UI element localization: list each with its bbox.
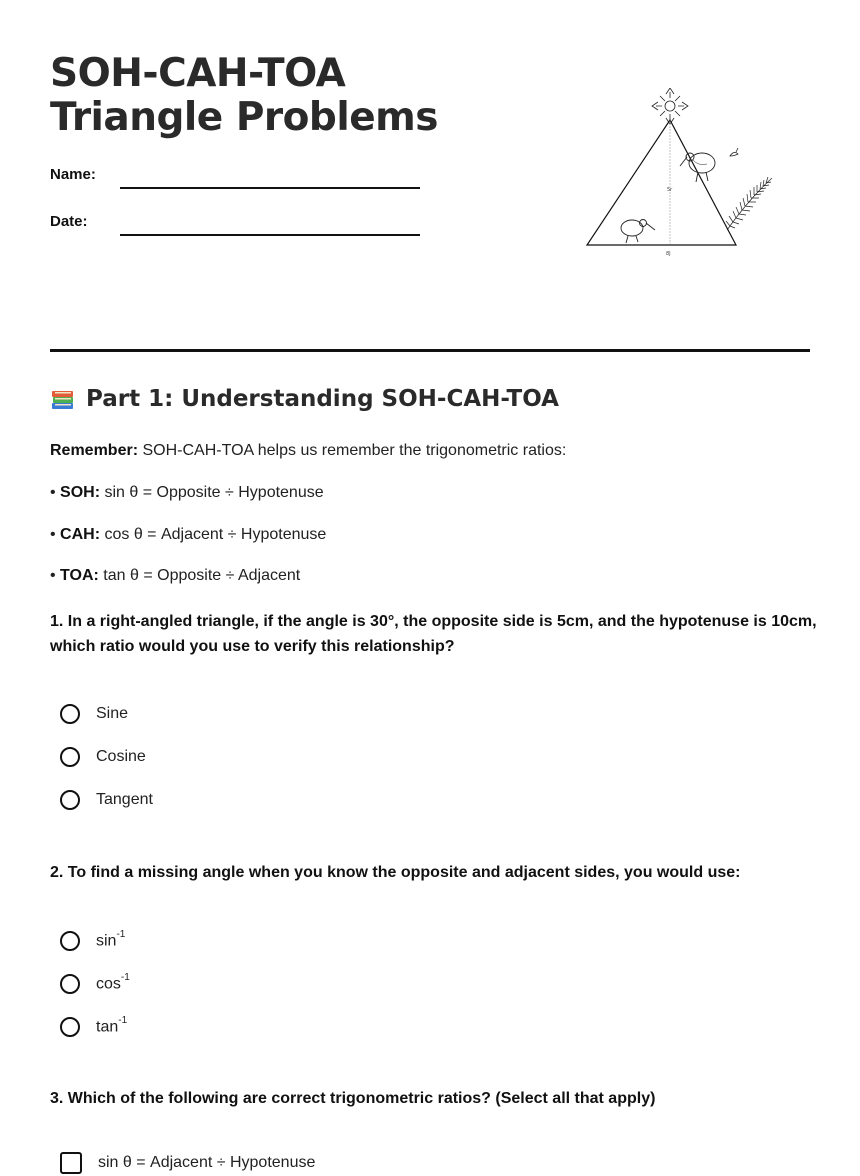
q2-option-arccos[interactable] xyxy=(60,971,130,997)
date-label: Date: xyxy=(50,213,88,230)
section-divider xyxy=(50,349,810,352)
ratio-cah xyxy=(50,526,326,544)
ratio-key: CAH: xyxy=(60,526,101,543)
q2-option-arctan[interactable] xyxy=(60,1014,127,1040)
question-2-text: 2. To find a missing angle when you know the opposite and adjacent sides, you would use: xyxy=(50,864,741,881)
question-1-text: 1. In a right-angled triangle, if the angle is 30°, the opposite side is 5cm, and the hypotenuse is 10cm, which ratio would you use to verify this relationship? xyxy=(50,613,817,655)
q1-option-tangent[interactable] xyxy=(60,787,153,813)
ratio-text: tan θ = Opposite ÷ Adjacent xyxy=(98,567,301,584)
radio-button[interactable] xyxy=(60,790,80,810)
option-label: $\sin^{-1}$ xyxy=(96,929,126,950)
date-field[interactable] xyxy=(120,234,420,236)
page-title: SOH-CAH-TOA Triangle Problems xyxy=(50,51,439,140)
base-label: 8J xyxy=(666,251,671,257)
ratio-key: SOH: xyxy=(60,484,101,501)
question-3-text: 3. Which of the following are correct trigonometric ratios? (Select all that apply) xyxy=(50,1090,656,1107)
books-icon xyxy=(50,386,76,412)
q3-option-1[interactable] xyxy=(60,1150,315,1176)
ratio-text: cos θ = Adjacent ÷ Hypotenuse xyxy=(100,526,327,543)
name-label: Name: xyxy=(50,166,96,183)
ratio-key: TOA: xyxy=(60,567,99,584)
bullet: • xyxy=(50,526,61,543)
part1-title: Part 1: Understanding SOH-CAH-TOA xyxy=(86,386,559,412)
height-label: 5r xyxy=(667,187,673,193)
checkbox[interactable] xyxy=(60,1152,82,1174)
radio-button[interactable] xyxy=(60,931,80,951)
radio-button[interactable] xyxy=(60,704,80,724)
kiwi-bird-small-icon xyxy=(621,220,655,244)
option-label: sin θ = Adjacent ÷ Hypotenuse xyxy=(98,1154,316,1171)
sun-icon xyxy=(652,88,688,124)
option-label: Cosine xyxy=(96,748,146,765)
name-field[interactable] xyxy=(120,187,420,189)
triangle-illustration xyxy=(580,88,780,263)
triangle-shape xyxy=(587,120,736,245)
q2-option-arcsin[interactable] xyxy=(60,928,125,954)
radio-button[interactable] xyxy=(60,974,80,994)
remember-line xyxy=(50,442,566,460)
kiwi-bird-icon xyxy=(680,153,715,182)
option-label: $\tan^{-1}$ xyxy=(96,1015,128,1036)
remember-text: SOH-CAH-TOA helps us remember the trigonometric ratios: xyxy=(138,442,567,459)
radio-button[interactable] xyxy=(60,1017,80,1037)
part1-heading xyxy=(50,386,559,412)
option-label: Tangent xyxy=(96,791,153,808)
bullet: • xyxy=(50,484,61,501)
option-label: Sine xyxy=(96,705,129,722)
ratio-text: sin θ = Opposite ÷ Hypotenuse xyxy=(100,484,324,501)
remember-label: Remember: xyxy=(50,442,139,459)
option-label: $\cos^{-1}$ xyxy=(96,972,130,993)
q1-option-sine[interactable] xyxy=(60,701,128,727)
q1-option-cosine[interactable] xyxy=(60,744,146,770)
small-bird-icon xyxy=(730,148,738,156)
ratio-soh xyxy=(50,484,324,502)
radio-button[interactable] xyxy=(60,747,80,767)
ratio-toa xyxy=(50,567,300,585)
fern-icon xyxy=(726,177,772,230)
bullet: • xyxy=(50,567,61,584)
